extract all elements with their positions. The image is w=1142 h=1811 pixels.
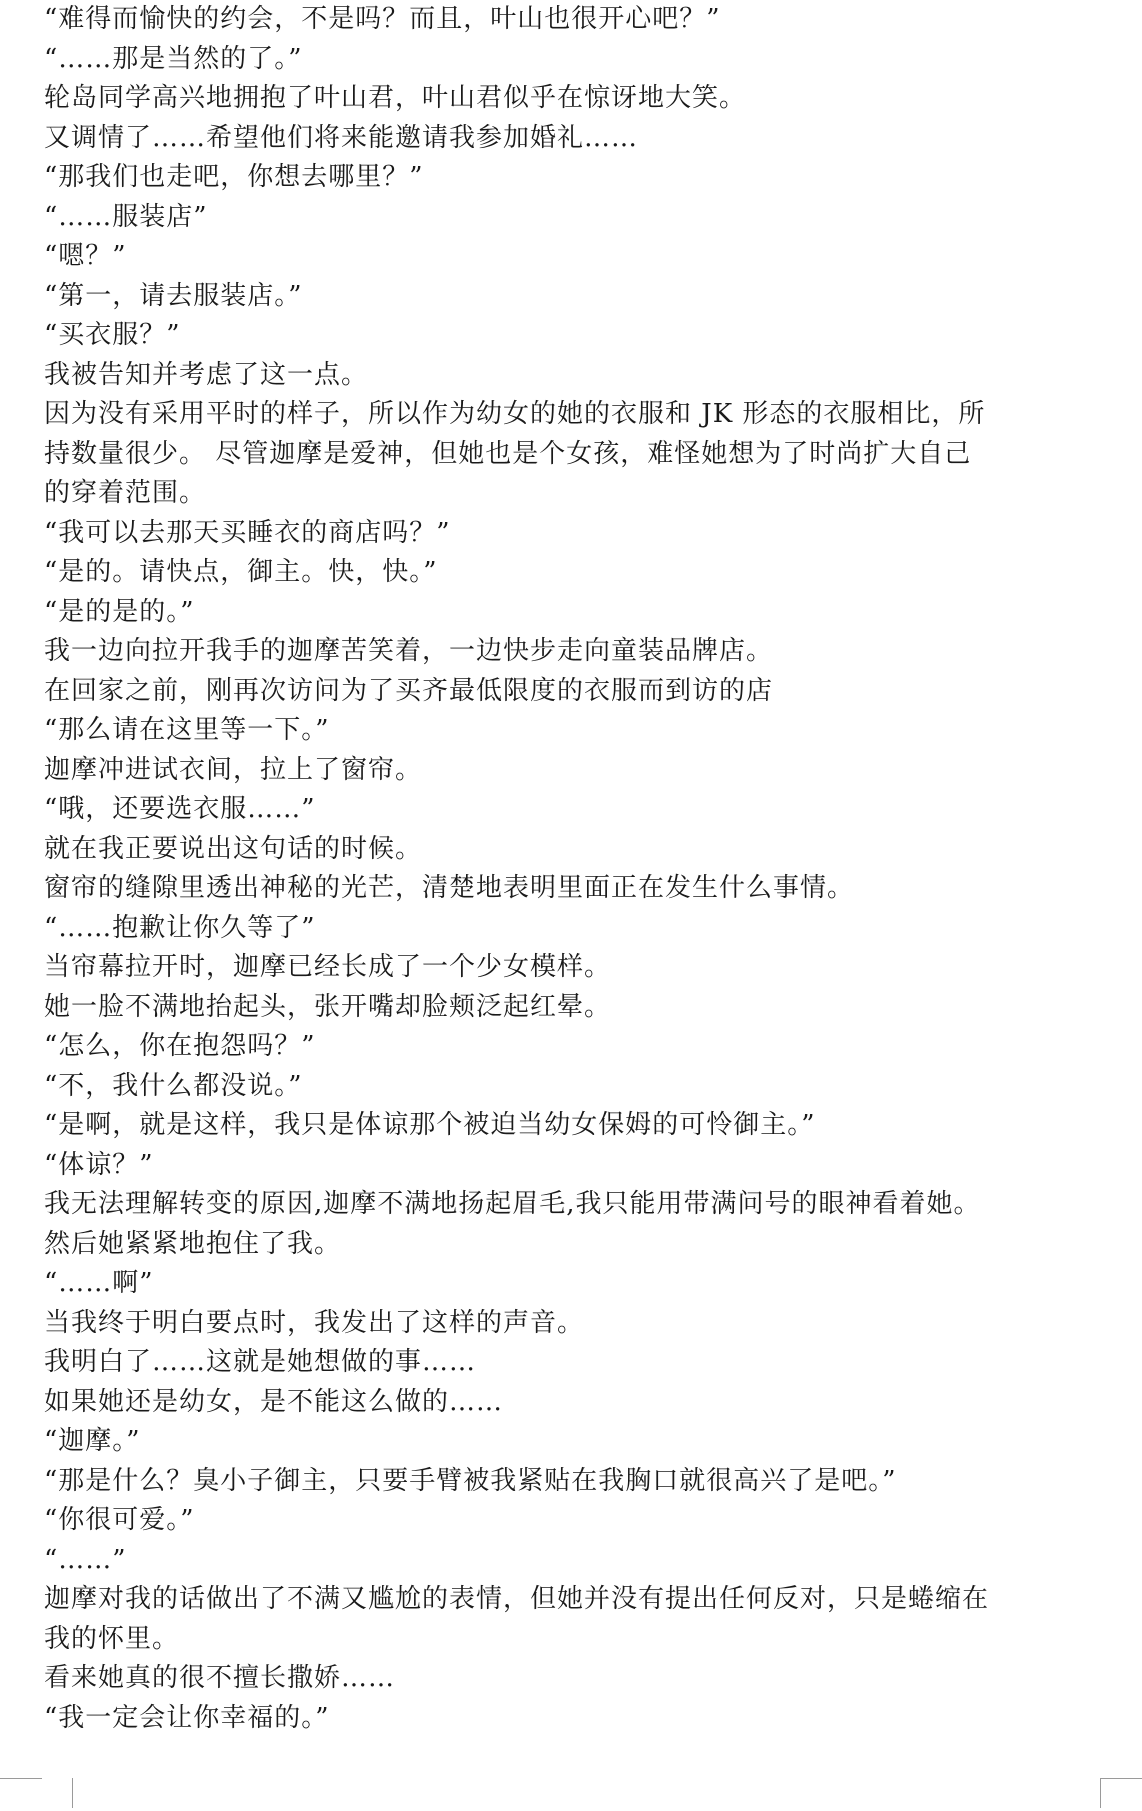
text-line: 在回家之前，刚再次访问为了买齐最低限度的衣服而到访的店 bbox=[44, 675, 774, 706]
text-line: “我可以去那天买睡衣的商店吗？” bbox=[44, 517, 451, 548]
text-line: “买衣服？” bbox=[44, 320, 181, 350]
text-line: 我无法理解转变的原因,迦摩不满地扬起眉毛,我只能用带满问号的眼神看着她。 bbox=[44, 1189, 981, 1219]
text-line: “第一，请去服装店。” bbox=[44, 280, 303, 311]
text-line: 当我终于明白要点时，我发出了这样的声音。 bbox=[44, 1307, 585, 1338]
text-line: 因为没有采用平时的样子，所以作为幼女的她的衣服和 JK 形态的衣服相比，所 bbox=[44, 399, 986, 429]
text-line: 当帘幕拉开时，迦摩已经长成了一个少女模样。 bbox=[44, 952, 612, 982]
text-line: 我一边向拉开我手的迦摩苦笑着，一边快步走向童装品牌店。 bbox=[44, 636, 774, 666]
text-line: 就在我正要说出这句话的时候。 bbox=[44, 833, 423, 864]
text-line: 又调情了……希望他们将来能邀请我参加婚礼…… bbox=[44, 122, 639, 153]
text-line: 看来她真的很不擅长撒娇…… bbox=[44, 1663, 396, 1693]
page-corner-mark-right bbox=[1100, 1778, 1131, 1808]
text-line: “你很可爱。” bbox=[44, 1505, 195, 1535]
text-line: “哦，还要选衣服……” bbox=[44, 794, 316, 824]
text-line: 迦摩冲进试衣间，拉上了窗帘。 bbox=[44, 754, 423, 785]
story-text bbox=[44, 0, 1104, 1738]
text-line: “……” bbox=[44, 1544, 127, 1575]
text-line: 我明白了……这就是她想做的事…… bbox=[44, 1347, 477, 1377]
text-line: 她一脸不满地抬起头，张开嘴却脸颊泛起红晕。 bbox=[44, 991, 612, 1022]
text-line: 窗帘的缝隙里透出神秘的光芒，清楚地表明里面正在发生什么事情。 bbox=[44, 873, 855, 903]
text-line: “怎么，你在抱怨吗？” bbox=[44, 1031, 316, 1061]
text-line: “……抱歉让你久等了” bbox=[44, 912, 316, 943]
text-line: “……啊” bbox=[44, 1268, 154, 1298]
text-line: “那么请在这里等一下。” bbox=[44, 715, 330, 745]
text-line: “体谅？” bbox=[44, 1149, 154, 1180]
page-corner-mark-left-horizontal bbox=[0, 1778, 42, 1779]
text-line: “嗯？” bbox=[44, 241, 127, 271]
text-line: “是的。请快点，御主。快，快。” bbox=[44, 557, 438, 587]
text-line: “那是什么？臭小子御主，只要手臂被我紧贴在我胸口就很高兴了是吧。” bbox=[44, 1465, 897, 1496]
text-line: “……那是当然的了。” bbox=[44, 43, 303, 74]
text-line: “迦摩。” bbox=[44, 1426, 141, 1456]
text-line: “……服装店” bbox=[44, 201, 208, 232]
text-line: 然后她紧紧地抱住了我。 bbox=[44, 1228, 342, 1259]
text-line: “难得而愉快的约会，不是吗？而且，叶山也很开心吧？” bbox=[44, 4, 721, 34]
text-line: 持数量很少。 尽管迦摩是爱神，但她也是个女孩，难怪她想为了时尚扩大自己 bbox=[44, 438, 972, 469]
text-line: “是啊，就是这样，我只是体谅那个被迫当幼女保姆的可怜御主。” bbox=[44, 1110, 816, 1140]
page-corner-mark-right-horizontal bbox=[1100, 1778, 1142, 1779]
text-line: “我一定会让你幸福的。” bbox=[44, 1702, 330, 1733]
text-line: “不，我什么都没说。” bbox=[44, 1070, 303, 1101]
text-line: 如果她还是幼女，是不能这么做的…… bbox=[44, 1386, 504, 1417]
text-line: 轮岛同学高兴地拥抱了叶山君，叶山君似乎在惊讶地大笑。 bbox=[44, 83, 747, 113]
text-line: 的穿着范围。 bbox=[44, 478, 207, 508]
text-line: 我的怀里。 bbox=[44, 1623, 180, 1654]
page-corner-mark-left bbox=[42, 1778, 73, 1808]
text-line: “那我们也走吧，你想去哪里？” bbox=[44, 162, 424, 192]
text-line: 迦摩对我的话做出了不满又尴尬的表情，但她并没有提出任何反对，只是蜷缩在 bbox=[44, 1584, 990, 1614]
text-line: 我被告知并考虑了这一点。 bbox=[44, 359, 369, 390]
text-line: “是的是的。” bbox=[44, 596, 195, 627]
